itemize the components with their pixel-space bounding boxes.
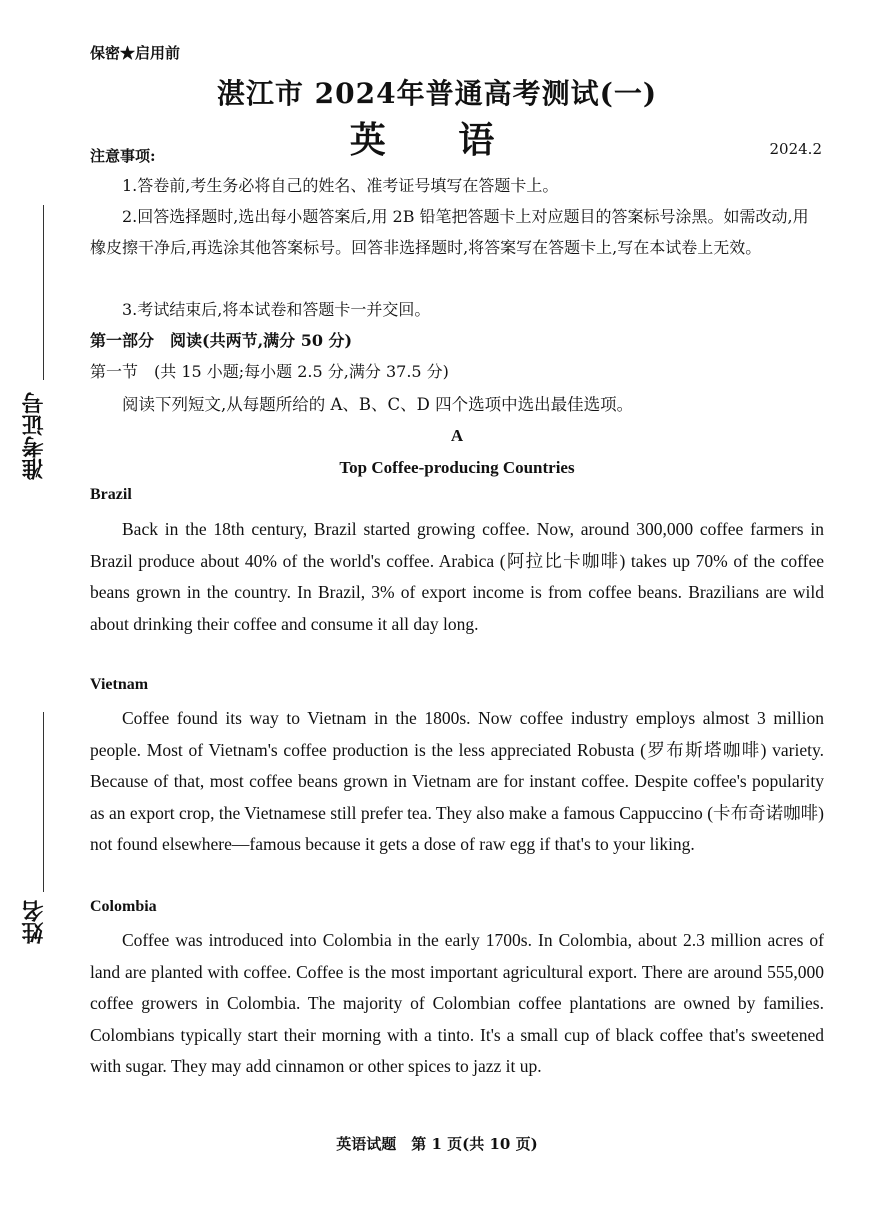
notice-heading: 注意事项:: [90, 147, 156, 165]
exam-id-label: 准考证号: [21, 392, 47, 480]
passage-letter: A: [450, 426, 464, 445]
passage-title: Top Coffee-producing Countries: [339, 458, 575, 477]
exam-id-line: [43, 205, 44, 380]
section-heading-brazil: Brazil: [90, 486, 132, 503]
section-text-vietnam: Coffee found its way to Vietnam in the 1800s. Now coffee industry employs almost 3 million people. Most of Vietnam's coffee production is the less appreciated Robusta (罗布斯塔咖啡) variety. Because of that, most coffee beans grown in Vietnam are for instant coffee. Despite coffee's popularity as an export crop, the Vietnamese still prefer tea. They also make a famous Cappuccino (卡布奇诺咖啡) not found elsewhere—famous because it gets a dose of raw egg if that's to your liking.: [90, 708, 824, 855]
notice-item-1: 1.答卷前,考生务必将自己的姓名、准考证号填写在答题卡上。: [122, 176, 559, 195]
exam-date: 2024.2: [769, 140, 822, 158]
name-line: [43, 712, 44, 892]
part1-heading: 第一部分 阅读(共两节,满分 50 分): [90, 331, 353, 350]
section-text-brazil: Back in the 18th century, Brazil started growing coffee. Now, around 300,000 coffee farmers in Brazil produce about 40% of the world's coffee. Arabica (阿拉比卡咖啡) takes up 70% of the coffee beans grown in the country. In Brazil, 3% of export income is from coffee beans. Brazilians are wild about drinking their coffee and consume it all day long.: [90, 519, 824, 634]
instruction: 阅读下列短文,从每题所给的 A、B、C、D 四个选项中选出最佳选项。: [122, 395, 634, 414]
exam-title: 湛江市 2024年普通高考测试(一): [216, 77, 658, 110]
page-footer: 英语试题 第 1 页(共 10 页): [336, 1135, 538, 1153]
secret-mark: 保密★启用前: [90, 44, 181, 62]
section-heading-vietnam: Vietnam: [90, 676, 149, 693]
section-heading-colombia: Colombia: [90, 898, 157, 915]
subject-title: 英 语: [349, 119, 525, 161]
name-label: 姓名: [21, 900, 47, 944]
section1-heading: 第一节 (共 15 小题;每小题 2.5 分,满分 37.5 分): [90, 362, 449, 381]
notice-item-3: 3.考试结束后,将本试卷和答题卡一并交回。: [122, 300, 431, 319]
section-text-colombia: Coffee was introduced into Colombia in the early 1700s. In Colombia, about 2.3 million acres of land are planted with coffee. Coffee is the most important agricultural export. There are around 555,000 coffee growers in Colombia. The majority of Colombian coffee plantations are owned by families. Colombians typically start their morning with a tinto. It's a small cup of black coffee that's sweetened with sugar. They may add cinnamon or other spices to jazz it up.: [90, 930, 824, 1077]
notice-item-2: 2.回答选择题时,选出每小题答案后,用 2B 铅笔把答题卡上对应题目的答案标号涂黑。如需改动,用橡皮擦干净后,再选涂其他答案标号。回答非选择题时,将答案写在答题卡上,写在本试卷上无效。: [90, 207, 809, 257]
